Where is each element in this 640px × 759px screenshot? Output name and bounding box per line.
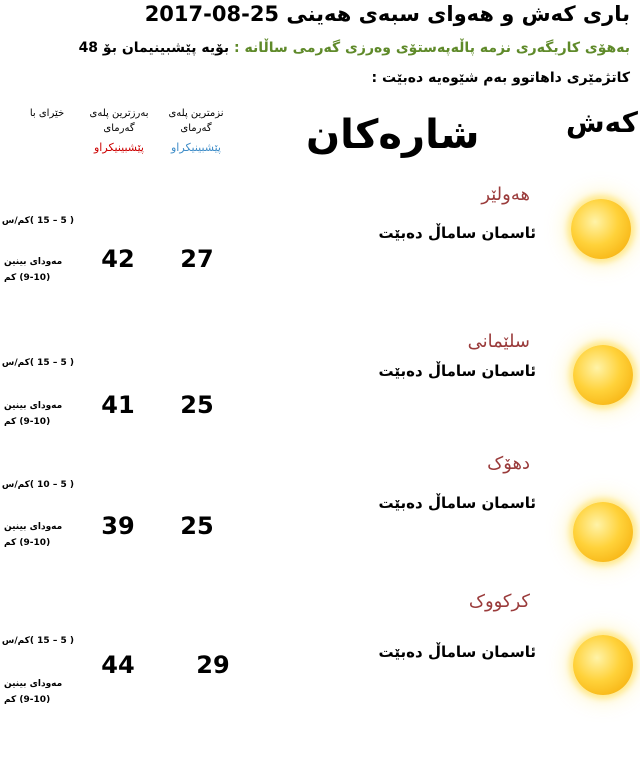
intro-hours: بۆیە پێشبینیمان بۆ 48 (78, 40, 230, 56)
min-temp: 25 (180, 391, 214, 419)
min-temp: 29 (196, 651, 230, 679)
weather-column-heading: کەش (566, 106, 638, 139)
min-temp: 27 (180, 245, 214, 273)
weather-condition: ئاسمان ساماڵ دەبێت (378, 643, 536, 661)
visibility-label: مەودای بینین (4, 522, 63, 532)
min-label-forecast: پێشبینیکراو (171, 141, 221, 154)
sun-icon (573, 502, 633, 562)
city-name: کرکووک (468, 591, 530, 612)
min-temp-column-heading (160, 106, 232, 155)
min-label-line1: نزمترین پلەی (168, 108, 224, 119)
wind-speed: ( 5 – 10 )کم/س (1, 480, 74, 490)
max-temp: 41 (101, 391, 135, 419)
weather-condition: ئاسمان ساماڵ دەبێت (378, 362, 536, 380)
visibility-label: مەودای بینین (4, 401, 63, 411)
sun-icon (573, 345, 633, 405)
visibility-range: (9-10) کم (4, 417, 51, 427)
visibility-range: (9-10) کم (4, 695, 51, 705)
visibility-range: (9-10) کم (4, 538, 51, 548)
max-label-forecast: پێشبینیکراو (94, 141, 144, 154)
max-temp-column-heading (78, 106, 160, 155)
visibility (4, 254, 74, 286)
wind-speed: ( 5 – 15 )کم/س (1, 216, 74, 226)
visibility (4, 398, 74, 430)
wind-speed: ( 5 – 15 )کم/س (1, 358, 74, 368)
wind-speed: ( 5 – 15 )کم/س (1, 636, 74, 646)
max-label-line1: بەرزترین پلەی (89, 108, 149, 119)
visibility-range: (9-10) کم (4, 273, 51, 283)
city-name: دهۆک (487, 453, 530, 474)
page-title: باری کەش و هەوای سبەی هەینی 25-08-2017 (144, 2, 630, 26)
sun-icon (571, 199, 631, 259)
max-label-line2: گەرمای (103, 123, 135, 134)
max-temp: 39 (101, 512, 135, 540)
visibility-label: مەودای بینین (4, 257, 63, 267)
weather-condition: ئاسمان ساماڵ دەبێت (378, 224, 536, 242)
city-name: هەولێر (481, 184, 530, 205)
intro-reason: بەهۆی کاریگەری نزمە پاڵەپەستۆی وەرزی گەرمی ساڵانە : (234, 40, 630, 56)
wind-column-heading: خێرای با (29, 108, 65, 119)
visibility-label: مەودای بینین (4, 679, 63, 689)
sun-icon (573, 635, 633, 695)
min-label-line2: گەرمای (180, 123, 212, 134)
max-temp: 44 (101, 651, 135, 679)
cities-column-heading: شارەکان (306, 112, 480, 158)
min-temp: 25 (180, 512, 214, 540)
intro-continuation: کاتژمێری داهاتوو بەم شێوەیە دەبێت : (371, 70, 630, 86)
visibility (4, 519, 74, 551)
city-name: سلێمانی (467, 331, 530, 352)
visibility (4, 676, 74, 708)
forecast-intro (30, 40, 630, 56)
weather-condition: ئاسمان ساماڵ دەبێت (378, 494, 536, 512)
max-temp: 42 (101, 245, 135, 273)
